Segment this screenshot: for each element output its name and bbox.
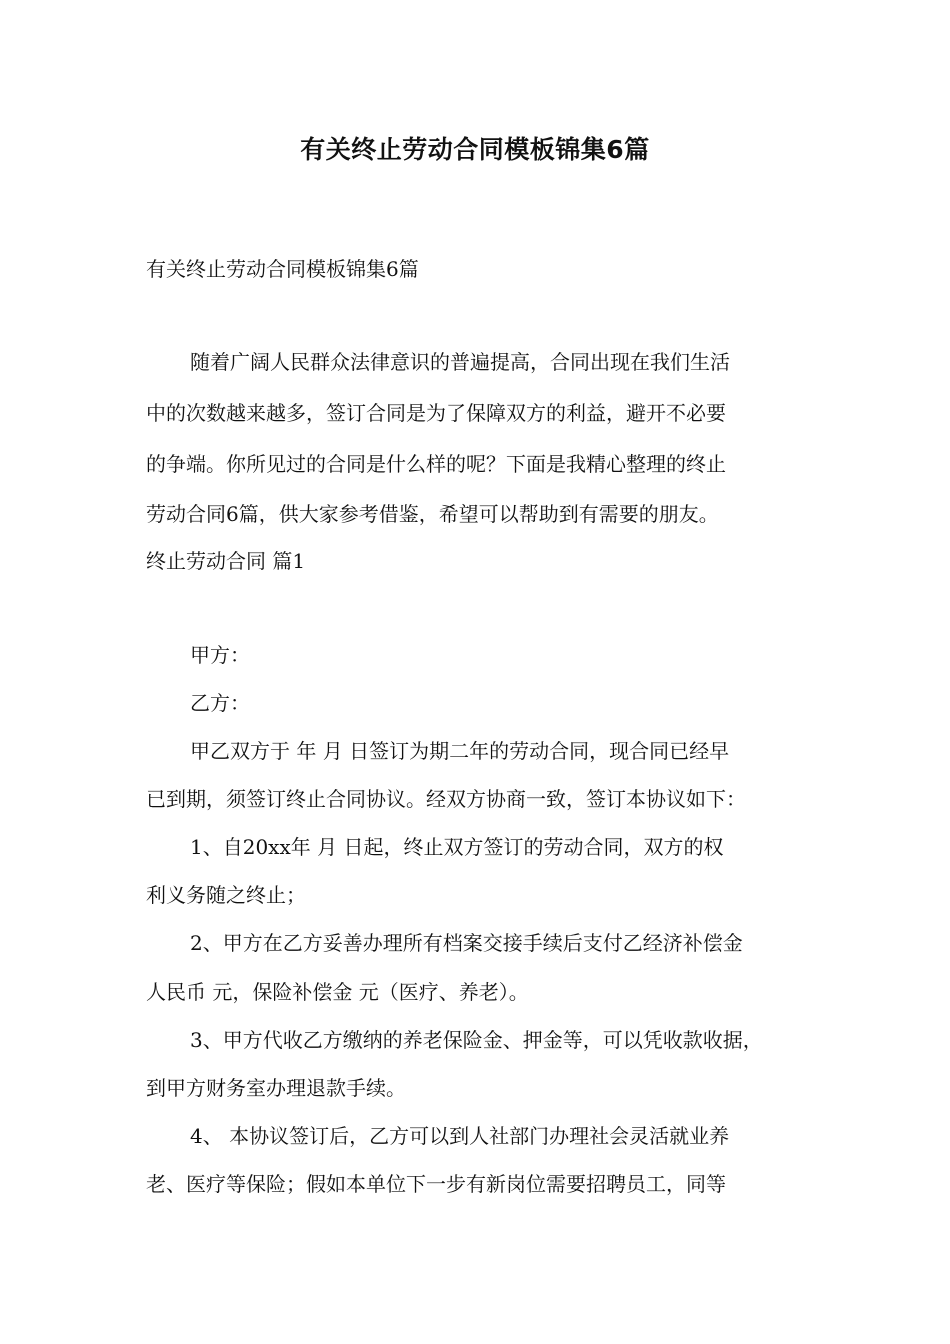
body-line-3: 1、自20xx年 月 日起，终止双方签订的劳动合同，双方的权 <box>190 835 724 859</box>
body-line-4: 利义务随之终止； <box>146 883 306 907</box>
intro-line-3: 的争端。你所见过的合同是什么样的呢？下面是我精心整理的终止 <box>146 452 726 476</box>
body-line-7: 3、甲方代收乙方缴纳的养老保险金、押金等，可以凭收款收据， <box>190 1028 763 1052</box>
page-title: 有关终止劳动合同模板锦集6篇 <box>300 135 650 164</box>
intro-line-1: 随着广阔人民群众法律意识的普遍提高，合同出现在我们生活 <box>190 350 730 374</box>
body-line-8: 到甲方财务室办理退款手续。 <box>146 1076 406 1100</box>
party-b-label: 乙方： <box>190 691 250 715</box>
section-heading: 终止劳动合同 篇1 <box>146 549 306 573</box>
document-subtitle: 有关终止劳动合同模板锦集6篇 <box>146 257 419 281</box>
intro-line-4: 劳动合同6篇，供大家参考借鉴，希望可以帮助到有需要的朋友。 <box>146 502 719 526</box>
party-a-label: 甲方： <box>190 643 250 667</box>
body-line-1: 甲乙双方于 年 月 日签订为期二年的劳动合同，现合同已经早 <box>190 739 730 763</box>
body-line-2: 已到期，须签订终止合同协议。经双方协商一致，签订本协议如下： <box>146 787 746 811</box>
intro-line-2: 中的次数越来越多，签订合同是为了保障双方的利益，避开不必要 <box>146 401 726 425</box>
body-line-9: 4、 本协议签订后，乙方可以到人社部门办理社会灵活就业养 <box>190 1124 730 1148</box>
body-line-10: 老、医疗等保险；假如本单位下一步有新岗位需要招聘员工，同等 <box>146 1172 726 1196</box>
body-line-6: 人民币 元，保险补偿金 元（医疗、养老）。 <box>146 980 529 1004</box>
body-line-5: 2、甲方在乙方妥善办理所有档案交接手续后支付乙经济补偿金 <box>190 931 743 955</box>
